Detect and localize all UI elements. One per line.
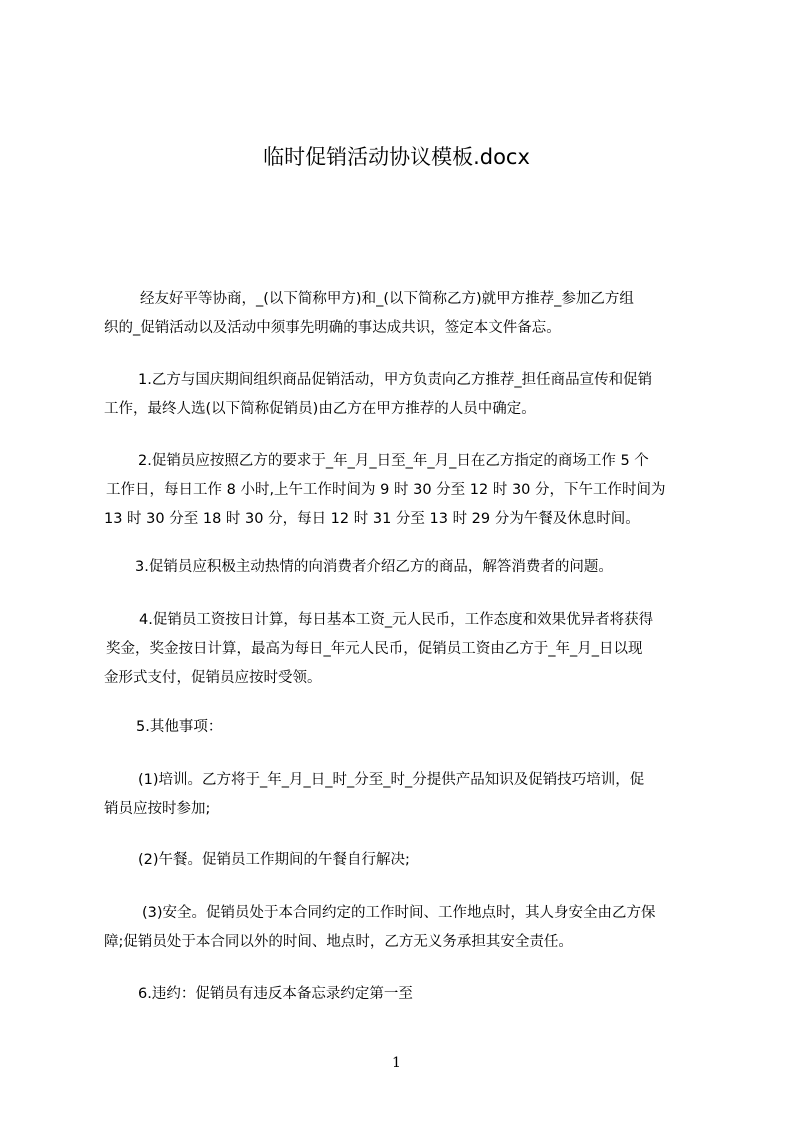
- text-line: 13 时 30 分至 18 时 30 分，每日 12 时 31 分至 13 时 29 分为午餐及休息时间。: [104, 511, 640, 527]
- text-line: 4.促销员工资按日计算，每日基本工资_元人民币，工作态度和效果优异者将获得: [139, 612, 654, 628]
- text-line: 奖金，奖金按日计算，最高为每日_年元人民币，促销员工资由乙方于_年_月_日以现: [106, 641, 643, 657]
- text-line: 2.促销员应按照乙方的要求于_年_月_日至_年_月_日在乙方指定的商场工作 5 个: [138, 453, 649, 469]
- text-line: (1)培训。乙方将于_年_月_日_时_分至_时_分提供产品知识及促销技巧培训，促: [138, 772, 645, 788]
- clause-5-item-3: [104, 899, 704, 957]
- text-line: 3.促销员应积极主动热情的向消费者介绍乙方的商品，解答消费者的问题。: [135, 559, 613, 575]
- document-title: 临时促销活动协议模板.docx: [263, 145, 530, 169]
- text-line: 障;促销员处于本合同以外的时间、地点时，乙方无义务承担其安全责任。: [104, 934, 573, 950]
- clause-2: [104, 447, 704, 534]
- text-line: 织的_促销活动以及活动中须事先明确的事达成共识，签定本文件备忘。: [104, 320, 561, 336]
- clause-5-item-1: [104, 766, 704, 824]
- text-line: 经友好平等协商，_(以下简称甲方)和_(以下简称乙方)就甲方推荐_参加乙方组: [140, 291, 634, 307]
- page-number: 1: [392, 1055, 401, 1071]
- text-line: (3)安全。促销员处于本合同约定的工作时间、工作地点时，其人身安全由乙方保: [142, 905, 656, 921]
- clause-4: [104, 606, 704, 693]
- text-line: 5.其他事项：: [136, 719, 223, 735]
- text-line: 销员应按时参加;: [104, 801, 211, 817]
- clause-3: [104, 553, 704, 582]
- text-line: (2)午餐。促销员工作期间的午餐自行解决;: [138, 852, 410, 868]
- text-line: 1.乙方与国庆期间组织商品促销活动，甲方负责向乙方推荐_担任商品宣传和促销: [138, 372, 653, 388]
- text-line: 工作日，每日工作 8 小时,上午工作时间为 9 时 30 分至 12 时 30 分，下午工作时间为: [106, 482, 666, 498]
- text-line: 金形式支付，促销员应按时受领。: [104, 670, 322, 686]
- text-line: 6.违约：促销员有违反本备忘录约定第一至: [138, 986, 413, 1002]
- clause-5: [104, 713, 704, 742]
- intro-paragraph: [104, 285, 704, 343]
- text-line: 工作，最终人选(以下简称促销员)由乙方在甲方推荐的人员中确定。: [104, 401, 536, 417]
- clause-5-item-2: [104, 846, 704, 875]
- clause-1: [104, 366, 704, 424]
- clause-6: [104, 980, 704, 1009]
